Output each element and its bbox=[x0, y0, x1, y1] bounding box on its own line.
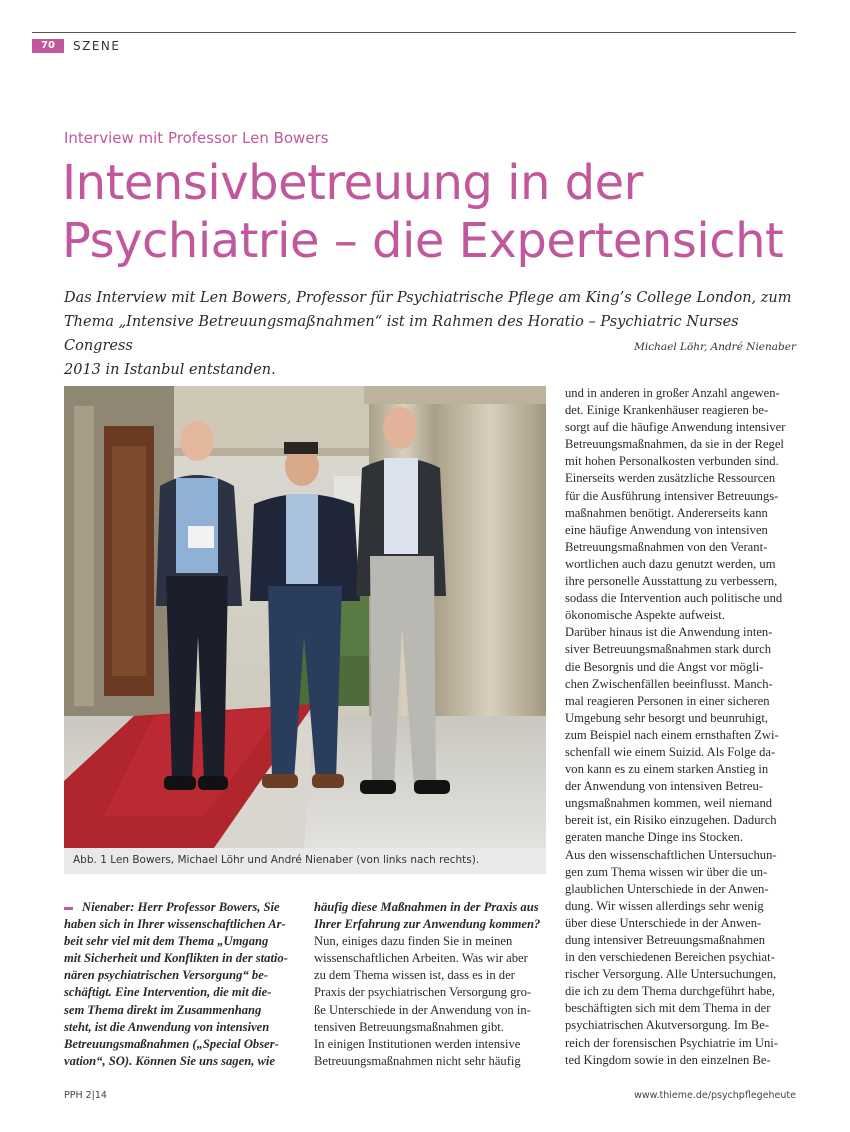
text-line: chen Zwischenfällen beeinflusst. Manch- bbox=[565, 676, 773, 691]
text-line: gen zum Thema wissen wir über die un- bbox=[565, 864, 768, 879]
text-line: ted Kingdom sowie in den einzelnen Be- bbox=[565, 1052, 771, 1067]
text-line: Betreuungsmaßnahmen von den Verant- bbox=[565, 539, 768, 554]
paragraph-marker-icon bbox=[64, 907, 73, 910]
text-line: ihre personelle Ausstattung zu verbessern, bbox=[565, 574, 778, 589]
lead-line: 2013 in Istanbul entstanden. bbox=[64, 362, 276, 378]
text-line: glaublichen Unterschiede in der Anwen- bbox=[565, 881, 769, 896]
text-line: siver Betreuungsmaßnahmen stark durch bbox=[565, 642, 771, 657]
text-line: dung intensiver Betreuungsmaßnahmen bbox=[565, 933, 766, 947]
question-line: sem Thema direkt im Zusammenhang bbox=[64, 1002, 262, 1017]
question-line: mit Sicherheit und Konflikten in der statio- bbox=[64, 951, 288, 966]
footer-url[interactable]: www.thieme.de/psychpflegeheute bbox=[634, 1090, 796, 1101]
text-line: mal reagieren Personen in einer sicheren bbox=[565, 693, 770, 708]
question-line: steht, ist die Anwendung von intensiven bbox=[64, 1019, 270, 1034]
photo-illustration bbox=[64, 386, 546, 848]
page-number-badge: 70 bbox=[32, 39, 64, 53]
text-line: wissenschaftlichen Arbeiten. Was wir aber bbox=[314, 951, 528, 966]
text-line: beschäftigten sich mit dem Thema in der bbox=[565, 1001, 771, 1016]
footer-issue: PPH 2|14 bbox=[64, 1090, 107, 1101]
text-line: Darüber hinaus ist die Anwendung inten- bbox=[565, 625, 773, 640]
text-line: und in anderen in großer Anzahl angewen- bbox=[565, 386, 780, 400]
text-line: In einigen Institutionen werden intensive bbox=[314, 1036, 521, 1051]
question-line: Betreuungsmaßnahmen („Special Obser- bbox=[64, 1036, 279, 1051]
text-line: ungsmaßnahmen kommen, weil niemand bbox=[565, 796, 773, 811]
text-line: psychiatrischen Akutversorgung. Im Be- bbox=[565, 1018, 770, 1033]
text-line: det. Einige Krankenhäuser reagieren be- bbox=[565, 403, 769, 418]
text-line: eine häufige Anwendung von intensiven bbox=[565, 522, 768, 537]
text-line: dung. Wir wissen allerdings sehr wenig bbox=[565, 898, 764, 913]
text-line: in den verschiedenen Bereichen psychiat- bbox=[565, 950, 775, 965]
lead-line: Thema „Intensive Betreuungsmaßnahmen“ ist im Rahmen des Horatio – Psychiatric Nurses Congress bbox=[64, 314, 739, 354]
header-rule bbox=[32, 32, 796, 33]
question-line: haben sich in Ihrer wissenschaftlichen Ar- bbox=[64, 917, 286, 932]
text-line: mit hohen Personalkosten verbunden sind. bbox=[565, 454, 779, 469]
text-line: ökonomische Aspekte aufweist. bbox=[565, 608, 725, 623]
text-line: Nun, einiges dazu finden Sie in meinen bbox=[314, 934, 513, 949]
text-line: maßnahmen benötigt. Andererseits kann bbox=[565, 505, 768, 520]
text-line: sorgt auf die häufige Anwendung intensiver bbox=[565, 420, 786, 435]
text-column-3 bbox=[565, 385, 801, 1069]
text-line: die Besorgnis und die Angst vor mögli- bbox=[565, 659, 764, 674]
article-authors: Michael Löhr, André Nienaber bbox=[634, 341, 796, 353]
text-line: der Anwendung von intensiven Betreu- bbox=[565, 779, 763, 794]
article-lead bbox=[64, 286, 798, 382]
text-line: Einerseits werden zusätzliche Ressourcen bbox=[565, 471, 776, 486]
text-line: die ich zu dem Thema durchgeführt habe, bbox=[565, 984, 775, 999]
text-line: Aus den wissenschaftlichen Untersuchun- bbox=[565, 847, 777, 862]
text-line: reich der forensischen Psychiatrie im Uni- bbox=[565, 1035, 778, 1050]
question-line: Nienaber: Herr Professor Bowers, Sie bbox=[64, 899, 300, 916]
section-label: SZENE bbox=[73, 39, 121, 53]
question-line: Ihrer Erfahrung zur Anwendung kommen? bbox=[314, 917, 541, 932]
text-column-1 bbox=[64, 899, 300, 1070]
text-line: zu dem Thema wissen ist, dass es in der bbox=[314, 968, 515, 983]
title-line-2: Psychiatrie – die Expertensicht bbox=[62, 213, 784, 269]
text-line: für die Ausführung intensiver Betreuungs- bbox=[565, 488, 779, 503]
text-line: Betreuungsmaßnahmen nicht sehr häufig bbox=[314, 1053, 521, 1068]
text-line: Umgebung sehr besorgt und beunruhigt, bbox=[565, 710, 768, 725]
question-line: häufig diese Maßnahmen in der Praxis aus bbox=[314, 900, 539, 914]
text-line: sodass die Intervention auch politische und bbox=[565, 591, 783, 606]
figure-photo bbox=[64, 386, 546, 848]
text-line: ße Unterschiede in der Anwendung von in- bbox=[314, 1002, 531, 1017]
text-line: wortlichen auch dazu genutzt werden, um bbox=[565, 556, 776, 571]
article-kicker: Interview mit Professor Len Bowers bbox=[64, 129, 329, 147]
lead-line: Das Interview mit Len Bowers, Professor für Psychiatrische Pflege am King’s College London, zum bbox=[64, 290, 792, 306]
title-line-1: Intensivbetreuung in der bbox=[62, 155, 643, 211]
question-line: nären psychiatrischen Versorgung“ be- bbox=[64, 968, 268, 983]
text-line: tensiven Betreuungsmaßnahmen gibt. bbox=[314, 1019, 504, 1034]
text-line: von kann es zu einem starken Anstieg in bbox=[565, 762, 769, 777]
text-line: schenfall wie einem Suizid. Als Folge da- bbox=[565, 744, 776, 759]
question-line: schäftigt. Eine Intervention, die mit die- bbox=[64, 985, 272, 1000]
text-line: Betreuungsmaßnahmen, da sie in der Regel bbox=[565, 437, 784, 452]
text-column-2 bbox=[314, 899, 550, 1070]
text-line: rischer Versorgung. Alle Untersuchungen, bbox=[565, 967, 777, 982]
question-line: vation“, SO). Können Sie uns sagen, wie bbox=[64, 1053, 275, 1068]
question-line: beit sehr viel mit dem Thema „Umgang bbox=[64, 934, 269, 949]
article-title bbox=[62, 154, 802, 270]
text-line: geraten manche Dinge ins Stocken. bbox=[565, 830, 744, 845]
figure-caption: Abb. 1 Len Bowers, Michael Löhr und André Nienaber (von links nach rechts). bbox=[73, 854, 480, 866]
text-line: bereit ist, ein Risiko einzugehen. Dadurch bbox=[565, 813, 777, 828]
text-line: Praxis der psychiatrischen Versorgung gro- bbox=[314, 985, 532, 1000]
text-line: zum Beispiel nach einem ernsthaften Zwi- bbox=[565, 727, 779, 742]
text-line: über diese Unterschiede in der Anwen- bbox=[565, 915, 762, 930]
